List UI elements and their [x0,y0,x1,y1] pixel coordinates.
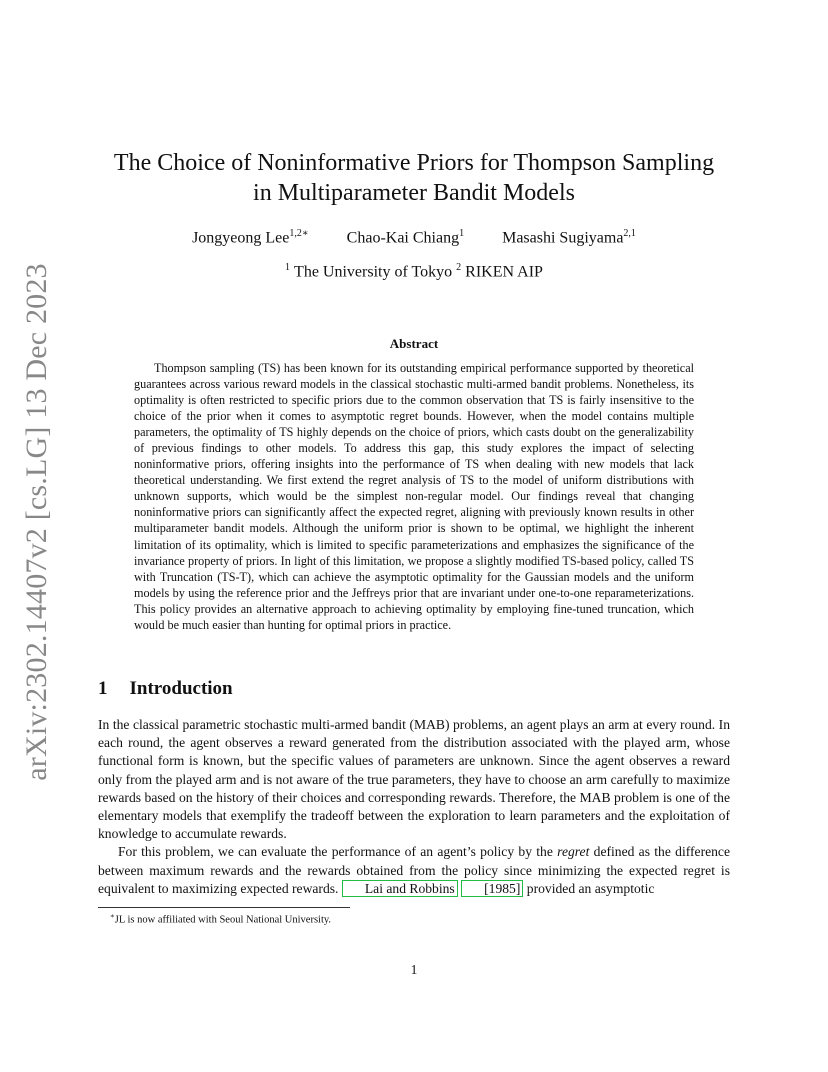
introduction-body [98,716,730,898]
paper-title-line-2: in Multiparameter Bandit Models [253,180,575,206]
paragraph: In the classical parametric stochastic multi-armed bandit (MAB) problems, an agent plays an arm at every round. In each round, the agent observes a reward generated from the distribution associated with the played arm, whose functional form is known, but the specific values of parameters are unknown. Since the agent observes a reward only from the played arm and is not aware of the true parameters, they have to choose an arm carefully to maximize rewards based on the history of their choices and corresponding rewards. Therefore, the MAB problem is one of the elementary models that exemplify the tradeoff between the exploration to learn parameters and the exploitation of knowledge to accumulate rewards. [98,717,730,842]
section-title: Introduction [129,678,233,699]
author: Chao-Kai Chiang$^1$ [346,228,465,247]
paper-title [100,148,728,208]
section-heading-introduction [98,678,233,700]
section-number: 1 [98,678,108,699]
abstract-text: Thompson sampling (TS) has been known for its outstanding empirical performance supported by theoretical guarantees across various reward models in the classical stochastic multi-armed bandit problems. Nonetheless, its optimality is often restricted to specific priors due to the common observation that TS is fairly insensitive to the choice of the prior when it comes to asymptotic regret bounds. However, when the model contains multiple parameters, the optimality of TS highly depends on the choice of priors, which casts doubt on the generalizability of previous findings to other models. To address this gap, this study explores the impact of selecting noninformative priors, offering insights into the performance of TS when dealing with new models that lack theoretical understanding. We first extend the regret analysis of TS to the model of uniform distributions with unknown supports, which would be the simplest non-regular model. Our findings reveal that changing noninformative priors can significantly affect the expected regret, aligning with previously known results in other multiparameter bandit models. Although the uniform prior is shown to be optimal, we highlight the inherent limitation of its optimality, which is limited to specific parameterizations and emphasizes the significance of the invariance property of priors. In light of this limitation, we propose a slightly modified TS-based policy, called TS with Truncation (TS-T), which can achieve the asymptotic optimality for the Gaussian models and the uniform models by using the reference prior and the Jeffreys prior that are invariant under one-to-one reparameterizations. This policy provides an alternative approach to achieving optimality by employing fine-tuned truncation, which would be much easier than hunting for optimal priors in practice. [134,361,694,632]
footnote-text: JL is now affiliated with Seoul National University. [114,914,332,926]
paper-title-line-1: The Choice of Noninformative Priors for Thompson Sampling [113,150,715,176]
affiliations: $^1$ The University of Tokyo $^2$ RIKEN AIP [285,262,543,281]
arxiv-identifier-text: arXiv:2302.14407v2 [cs.LG] 13 Dec 2023 [20,263,53,781]
citation-link-author[interactable]: Lai and Robbins [342,880,458,897]
affiliation: The University of Tokyo [294,263,453,281]
footnote-mark: ∗ [110,912,115,920]
author-list [100,228,728,247]
author: Masashi Sugiyama$^{2,1}$ [502,228,636,247]
footnote [110,912,331,926]
page-number: 1 [410,962,418,977]
affiliation: RIKEN AIP [465,263,543,281]
footnote-divider [98,907,350,908]
abstract-heading: Abstract [389,336,439,351]
author: Jongyeong Lee$^{1,2∗}$ [192,228,309,247]
citation-link-year[interactable]: [1985] [461,880,523,897]
paragraph: For this problem, we can evaluate the performance of an agent’s policy by the regret defined as the difference between maximum rewards and the rewards obtained from the policy since minimizing the expected regret is equivalent to maximizing expected rewards. Lai and Robbins [1985] provided an asymptotic [98,844,730,896]
emphasis-term: regret [557,844,590,860]
arxiv-identifier-stamp [20,263,53,781]
